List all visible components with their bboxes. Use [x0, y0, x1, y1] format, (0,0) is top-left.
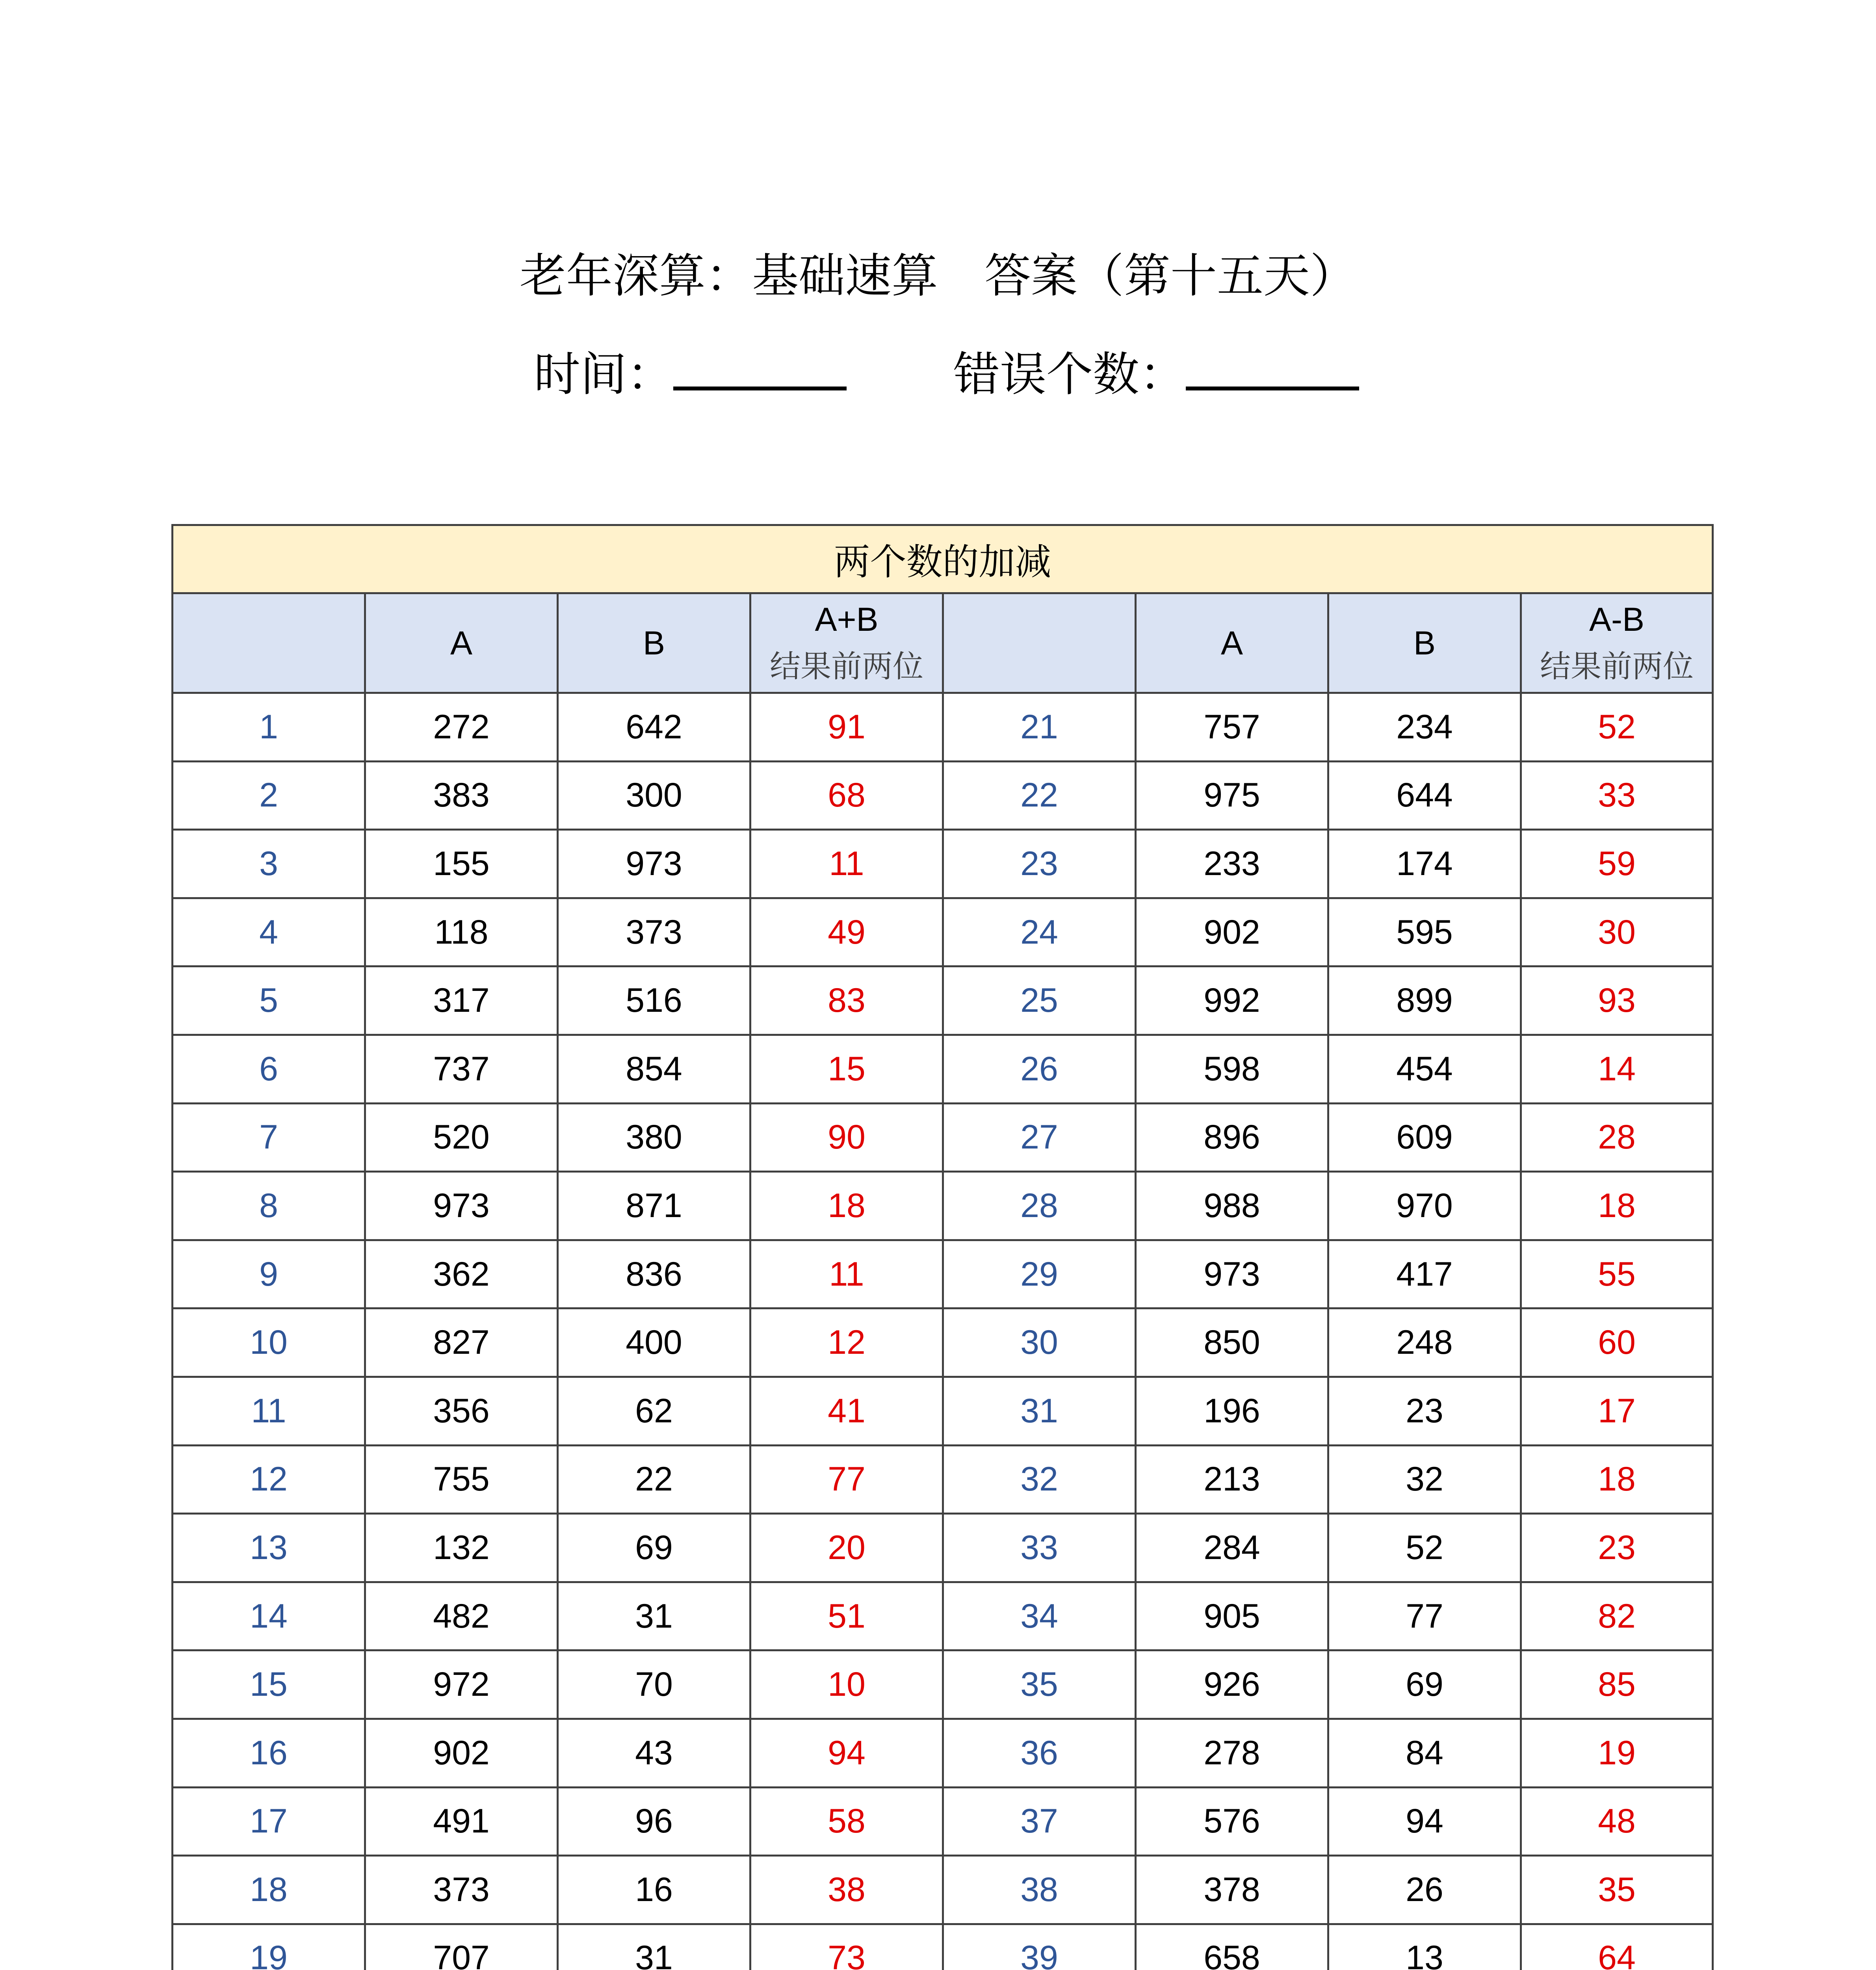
cell-a-right: 196 — [1136, 1377, 1328, 1445]
cell-a-right: 658 — [1136, 1924, 1328, 1970]
cell-diff-answer: 19 — [1521, 1719, 1713, 1787]
cell-sum-answer: 20 — [750, 1514, 943, 1582]
cell-sum-answer: 90 — [750, 1103, 943, 1172]
row-index-left: 5 — [173, 966, 365, 1035]
cell-a-right: 905 — [1136, 1582, 1328, 1650]
cell-a-right: 598 — [1136, 1035, 1328, 1103]
row-index-left: 17 — [173, 1787, 365, 1856]
table-row — [173, 1514, 1713, 1582]
row-index-right: 31 — [943, 1377, 1136, 1445]
cell-a-right: 213 — [1136, 1445, 1328, 1514]
table-row — [173, 761, 1713, 830]
row-index-right: 25 — [943, 966, 1136, 1035]
cell-a-right: 992 — [1136, 966, 1328, 1035]
row-index-left: 1 — [173, 693, 365, 762]
row-index-right: 33 — [943, 1514, 1136, 1582]
cell-b-right: 248 — [1328, 1308, 1521, 1377]
cell-sum-answer: 94 — [750, 1719, 943, 1787]
page-title: 老年深算：基础速算 答案（第十五天） — [519, 249, 1356, 303]
header-b-right: B — [1328, 593, 1521, 693]
cell-b-right: 644 — [1328, 761, 1521, 830]
cell-b-left: 516 — [558, 966, 750, 1035]
table-row — [173, 1308, 1713, 1377]
table-row — [173, 1650, 1713, 1719]
cell-b-right: 174 — [1328, 830, 1521, 898]
header-diff — [1521, 593, 1713, 693]
cell-a-right: 850 — [1136, 1308, 1328, 1377]
row-index-left: 13 — [173, 1514, 365, 1582]
cell-diff-answer: 14 — [1521, 1035, 1713, 1103]
cell-a-right: 975 — [1136, 761, 1328, 830]
cell-a-right: 988 — [1136, 1172, 1328, 1240]
cell-sum-answer: 41 — [750, 1377, 943, 1445]
row-index-right: 38 — [943, 1856, 1136, 1924]
cell-b-left: 871 — [558, 1172, 750, 1240]
cell-a-right: 278 — [1136, 1719, 1328, 1787]
table-row — [173, 1377, 1713, 1445]
header-index-right — [943, 593, 1136, 693]
cell-b-left: 836 — [558, 1240, 750, 1308]
cell-a-left: 827 — [365, 1308, 558, 1377]
table-row — [173, 1240, 1713, 1308]
row-index-left: 7 — [173, 1103, 365, 1172]
time-blank[interactable] — [673, 339, 847, 390]
cell-a-right: 896 — [1136, 1103, 1328, 1172]
cell-diff-answer: 35 — [1521, 1856, 1713, 1924]
cell-sum-answer: 18 — [750, 1172, 943, 1240]
cell-a-right: 926 — [1136, 1650, 1328, 1719]
row-index-left: 3 — [173, 830, 365, 898]
cell-b-right: 454 — [1328, 1035, 1521, 1103]
table-row — [173, 1035, 1713, 1103]
table-row — [173, 966, 1713, 1035]
cell-a-left: 973 — [365, 1172, 558, 1240]
cell-sum-answer: 58 — [750, 1787, 943, 1856]
cell-sum-answer: 38 — [750, 1856, 943, 1924]
table-row — [173, 898, 1713, 966]
cell-a-left: 155 — [365, 830, 558, 898]
cell-a-left: 383 — [365, 761, 558, 830]
cell-b-left: 31 — [558, 1924, 750, 1970]
cell-sum-answer: 91 — [750, 693, 943, 762]
cell-b-right: 94 — [1328, 1787, 1521, 1856]
cell-a-left: 972 — [365, 1650, 558, 1719]
cell-diff-answer: 64 — [1521, 1924, 1713, 1970]
cell-diff-answer: 18 — [1521, 1172, 1713, 1240]
cell-b-right: 69 — [1328, 1650, 1521, 1719]
row-index-right: 29 — [943, 1240, 1136, 1308]
cell-b-left: 31 — [558, 1582, 750, 1650]
cell-a-left: 491 — [365, 1787, 558, 1856]
cell-a-right: 757 — [1136, 693, 1328, 762]
header-diff-sublabel: 结果前两位 — [1540, 649, 1694, 684]
cell-diff-answer: 55 — [1521, 1240, 1713, 1308]
cell-a-left: 902 — [365, 1719, 558, 1787]
cell-sum-answer: 11 — [750, 830, 943, 898]
row-index-left: 4 — [173, 898, 365, 966]
cell-a-right: 284 — [1136, 1514, 1328, 1582]
cell-a-left: 272 — [365, 693, 558, 762]
cell-diff-answer: 33 — [1521, 761, 1713, 830]
cell-sum-answer: 83 — [750, 966, 943, 1035]
cell-diff-answer: 82 — [1521, 1582, 1713, 1650]
cell-diff-answer: 30 — [1521, 898, 1713, 966]
cell-sum-answer: 11 — [750, 1240, 943, 1308]
error-count-field — [953, 335, 1359, 414]
table-row — [173, 1787, 1713, 1856]
cell-b-right: 23 — [1328, 1377, 1521, 1445]
cell-b-right: 970 — [1328, 1172, 1521, 1240]
cell-b-left: 43 — [558, 1719, 750, 1787]
cell-b-left: 854 — [558, 1035, 750, 1103]
cell-b-left: 400 — [558, 1308, 750, 1377]
cell-a-left: 755 — [365, 1445, 558, 1514]
cell-a-right: 902 — [1136, 898, 1328, 966]
header-sum-sublabel: 结果前两位 — [769, 649, 923, 684]
cell-b-right: 609 — [1328, 1103, 1521, 1172]
cell-diff-answer: 60 — [1521, 1308, 1713, 1377]
row-index-left: 14 — [173, 1582, 365, 1650]
table-row — [173, 1103, 1713, 1172]
cell-b-right: 26 — [1328, 1856, 1521, 1924]
table-row — [173, 830, 1713, 898]
cell-a-left: 118 — [365, 898, 558, 966]
cell-a-left: 362 — [365, 1240, 558, 1308]
time-label: 时间： — [534, 347, 674, 401]
cell-b-left: 22 — [558, 1445, 750, 1514]
row-index-left: 19 — [173, 1924, 365, 1970]
row-index-left: 11 — [173, 1377, 365, 1445]
header-b-left: B — [558, 593, 750, 693]
cell-b-left: 70 — [558, 1650, 750, 1719]
header-a-left: A — [365, 593, 558, 693]
cell-diff-answer: 17 — [1521, 1377, 1713, 1445]
cell-b-right: 595 — [1328, 898, 1521, 966]
cell-a-left: 373 — [365, 1856, 558, 1924]
table-row — [173, 693, 1713, 762]
cell-b-right: 234 — [1328, 693, 1521, 762]
row-index-right: 34 — [943, 1582, 1136, 1650]
cell-sum-answer: 68 — [750, 761, 943, 830]
row-index-left: 8 — [173, 1172, 365, 1240]
cell-b-left: 300 — [558, 761, 750, 830]
row-index-left: 9 — [173, 1240, 365, 1308]
header-sum — [750, 593, 943, 693]
row-index-left: 15 — [173, 1650, 365, 1719]
cell-a-left: 317 — [365, 966, 558, 1035]
cell-diff-answer: 23 — [1521, 1514, 1713, 1582]
row-index-left: 12 — [173, 1445, 365, 1514]
cell-b-right: 77 — [1328, 1582, 1521, 1650]
header-index-left — [173, 593, 365, 693]
row-index-left: 16 — [173, 1719, 365, 1787]
cell-diff-answer: 28 — [1521, 1103, 1713, 1172]
cell-a-right: 576 — [1136, 1787, 1328, 1856]
error-count-blank[interactable] — [1186, 339, 1359, 390]
cell-diff-answer: 85 — [1521, 1650, 1713, 1719]
cell-diff-answer: 52 — [1521, 693, 1713, 762]
cell-b-left: 642 — [558, 693, 750, 762]
table-row — [173, 1582, 1713, 1650]
row-index-right: 27 — [943, 1103, 1136, 1172]
cell-a-left: 482 — [365, 1582, 558, 1650]
row-index-right: 32 — [943, 1445, 1136, 1514]
cell-a-left: 356 — [365, 1377, 558, 1445]
add-subtract-table-title: 两个数的加减 — [173, 525, 1713, 593]
cell-b-right: 899 — [1328, 966, 1521, 1035]
row-index-left: 2 — [173, 761, 365, 830]
table-row — [173, 1172, 1713, 1240]
cell-b-left: 373 — [558, 898, 750, 966]
row-index-right: 26 — [943, 1035, 1136, 1103]
header-diff-label: A-B — [1589, 600, 1645, 638]
row-index-left: 10 — [173, 1308, 365, 1377]
row-index-right: 39 — [943, 1924, 1136, 1970]
error-count-label: 错误个数： — [953, 347, 1186, 401]
cell-b-right: 13 — [1328, 1924, 1521, 1970]
cell-b-left: 973 — [558, 830, 750, 898]
row-index-right: 24 — [943, 898, 1136, 966]
cell-a-right: 378 — [1136, 1856, 1328, 1924]
row-index-right: 28 — [943, 1172, 1136, 1240]
cell-sum-answer: 15 — [750, 1035, 943, 1103]
header-a-right: A — [1136, 593, 1328, 693]
table-row — [173, 1924, 1713, 1970]
cell-b-right: 32 — [1328, 1445, 1521, 1514]
row-index-right: 30 — [943, 1308, 1136, 1377]
row-index-right: 23 — [943, 830, 1136, 898]
cell-diff-answer: 93 — [1521, 966, 1713, 1035]
cell-b-left: 96 — [558, 1787, 750, 1856]
row-index-left: 6 — [173, 1035, 365, 1103]
time-field — [534, 335, 847, 414]
cell-b-left: 16 — [558, 1856, 750, 1924]
table-row — [173, 1856, 1713, 1924]
cell-b-right: 84 — [1328, 1719, 1521, 1787]
table-row — [173, 1445, 1713, 1514]
row-index-right: 37 — [943, 1787, 1136, 1856]
cell-diff-answer: 48 — [1521, 1787, 1713, 1856]
cell-sum-answer: 49 — [750, 898, 943, 966]
cell-a-left: 132 — [365, 1514, 558, 1582]
cell-a-left: 737 — [365, 1035, 558, 1103]
row-index-right: 22 — [943, 761, 1136, 830]
cell-b-right: 417 — [1328, 1240, 1521, 1308]
cell-sum-answer: 73 — [750, 1924, 943, 1970]
cell-diff-answer: 59 — [1521, 830, 1713, 898]
cell-sum-answer: 10 — [750, 1650, 943, 1719]
cell-b-left: 69 — [558, 1514, 750, 1582]
cell-diff-answer: 18 — [1521, 1445, 1713, 1514]
row-index-right: 35 — [943, 1650, 1136, 1719]
cell-a-left: 520 — [365, 1103, 558, 1172]
row-index-right: 21 — [943, 693, 1136, 762]
cell-sum-answer: 12 — [750, 1308, 943, 1377]
cell-b-left: 62 — [558, 1377, 750, 1445]
row-index-right: 36 — [943, 1719, 1136, 1787]
header-sum-label: A+B — [815, 600, 879, 638]
cell-a-right: 973 — [1136, 1240, 1328, 1308]
cell-b-left: 380 — [558, 1103, 750, 1172]
row-index-left: 18 — [173, 1856, 365, 1924]
cell-a-right: 233 — [1136, 830, 1328, 898]
add-subtract-table — [171, 524, 1714, 1970]
table-row — [173, 1719, 1713, 1787]
cell-sum-answer: 51 — [750, 1582, 943, 1650]
cell-b-right: 52 — [1328, 1514, 1521, 1582]
cell-sum-answer: 77 — [750, 1445, 943, 1514]
cell-a-left: 707 — [365, 1924, 558, 1970]
